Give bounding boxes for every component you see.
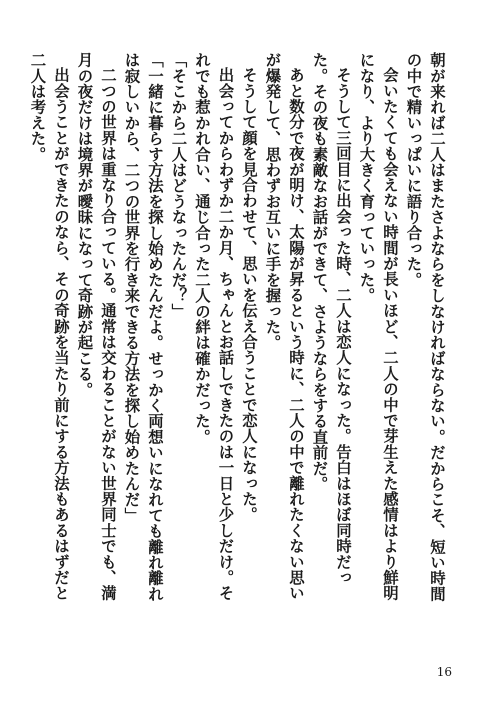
paragraph-8: 出会うことができたのなら、その奇跡を当たり前にする方法もあるはずだと二人は考えた。 xyxy=(28,52,70,602)
paragraph-4: あと数分で夜が明け、太陽が昇るという時に、二人の中で離れたくない思いが爆発して、思わずお互いに手を握った。 xyxy=(263,52,305,602)
dialogue-1: 「そこから二人はどうなったんだ？」 xyxy=(169,52,188,319)
vertical-text-body xyxy=(28,52,448,612)
paragraph-5: そうして顔を見合わせて、思いを伝え合うことで恋人になった。 xyxy=(240,67,258,523)
paragraph-7: 二つの世界は重なり合っている。通常は交わることがない世界同士でも、満月の夜だけは境界が曖昧になって奇跡が起こる。 xyxy=(75,52,117,602)
paragraph-1: 朝が来れば二人はまたさよならをしなければならない。だからこそ、短い時間の中で精いっぱいに語り合った。 xyxy=(404,52,446,602)
dialogue-2: 「一緒に暮らす方法を探し始めたんだよ。せっかく両想いになれても離れ離れは寂しいから、二つの世界を行き来できる方法を探し始めたんだ」 xyxy=(122,52,164,602)
paragraph-6: 出会ってからわずか二か月、ちゃんとお話しできたのは一日と少しだけ。それでも惹かれ合い、通じ合った二人の絆は確かだった。 xyxy=(193,52,235,602)
paragraph-3: そうして三回目に出会った時、二人は恋人になった。告白はほぼ同時だった。その夜も素敵なお話ができて、さようならをする直前だ。 xyxy=(310,52,352,586)
page-number: 16 xyxy=(436,665,452,679)
paragraph-2: 会いたくても会えない時間が長いほど、二人の中で芽生えた感情はより鮮明になり、より大きく育っていった。 xyxy=(357,52,399,602)
